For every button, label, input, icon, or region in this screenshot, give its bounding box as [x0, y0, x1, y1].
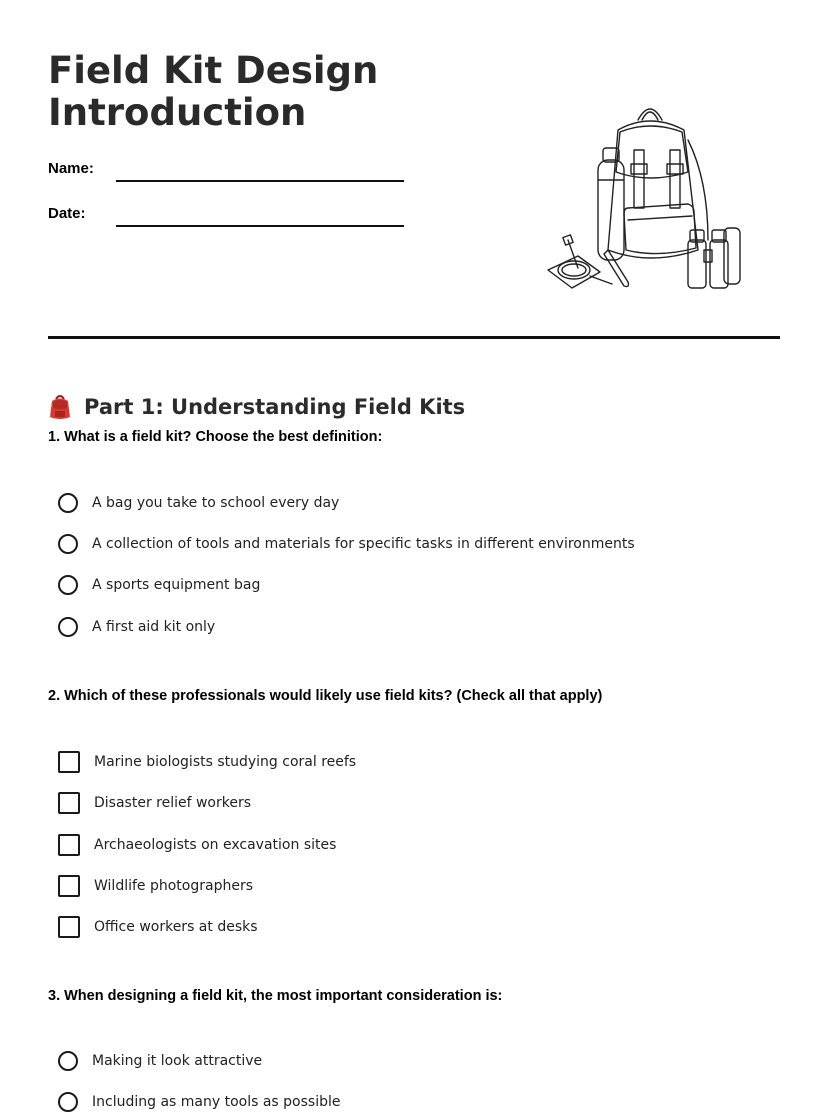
checkbox[interactable]	[58, 792, 80, 814]
checkbox[interactable]	[58, 916, 80, 938]
checkbox[interactable]	[58, 834, 80, 856]
q2-option-2[interactable]	[58, 790, 251, 816]
q3-option-1[interactable]	[58, 1048, 262, 1074]
name-field[interactable]	[48, 160, 408, 190]
radio-button[interactable]	[58, 1092, 78, 1112]
header-divider	[48, 336, 780, 339]
q1-option-1[interactable]	[58, 490, 339, 516]
backpack-field-kit-illustration	[538, 100, 748, 300]
option-label: Disaster relief workers	[94, 795, 252, 811]
q2-option-5[interactable]	[58, 914, 258, 940]
backpack-icon	[48, 393, 72, 421]
q1-option-2[interactable]	[58, 531, 635, 557]
option-label: Marine biologists studying coral reefs	[94, 754, 357, 770]
question-3: 3. When designing a field kit, the most important consideration is:	[48, 988, 503, 1004]
date-field[interactable]	[48, 205, 408, 235]
question-2: 2. Which of these professionals would likely use field kits? (Check all that apply)	[48, 688, 603, 704]
title-line-1: Field Kit Design	[48, 49, 379, 92]
option-label: Archaeologists on excavation sites	[94, 837, 337, 853]
option-label: A bag you take to school every day	[92, 495, 340, 511]
worksheet-page	[48, 0, 780, 1118]
q2-option-3[interactable]	[58, 832, 336, 858]
option-label: A first aid kit only	[92, 619, 216, 635]
name-input-line[interactable]	[116, 180, 404, 182]
checkbox[interactable]	[58, 875, 80, 897]
radio-button[interactable]	[58, 493, 78, 513]
option-label: Wildlife photographers	[94, 878, 253, 894]
q3-option-2[interactable]	[58, 1089, 341, 1115]
radio-button[interactable]	[58, 617, 78, 637]
radio-button[interactable]	[58, 1051, 78, 1071]
option-label: A sports equipment bag	[92, 577, 261, 593]
title-line-2: Introduction	[48, 91, 307, 134]
date-label: Date:	[48, 205, 86, 222]
radio-button[interactable]	[58, 575, 78, 595]
checkbox[interactable]	[58, 751, 80, 773]
page-title	[48, 50, 468, 134]
part1-heading	[48, 392, 465, 422]
q2-option-4[interactable]	[58, 873, 253, 899]
name-label: Name:	[48, 160, 94, 177]
question-1: 1. What is a field kit? Choose the best definition:	[48, 429, 383, 445]
part1-title: Part 1: Understanding Field Kits	[84, 395, 466, 420]
option-label: Making it look attractive	[92, 1053, 263, 1069]
q1-option-3[interactable]	[58, 572, 260, 598]
option-label: A collection of tools and materials for specific tasks in different environments	[92, 536, 635, 552]
q1-option-4[interactable]	[58, 614, 215, 640]
radio-button[interactable]	[58, 534, 78, 554]
option-label: Including as many tools as possible	[92, 1094, 341, 1110]
date-input-line[interactable]	[116, 225, 404, 227]
option-label: Office workers at desks	[94, 919, 258, 935]
q2-option-1[interactable]	[58, 749, 356, 775]
